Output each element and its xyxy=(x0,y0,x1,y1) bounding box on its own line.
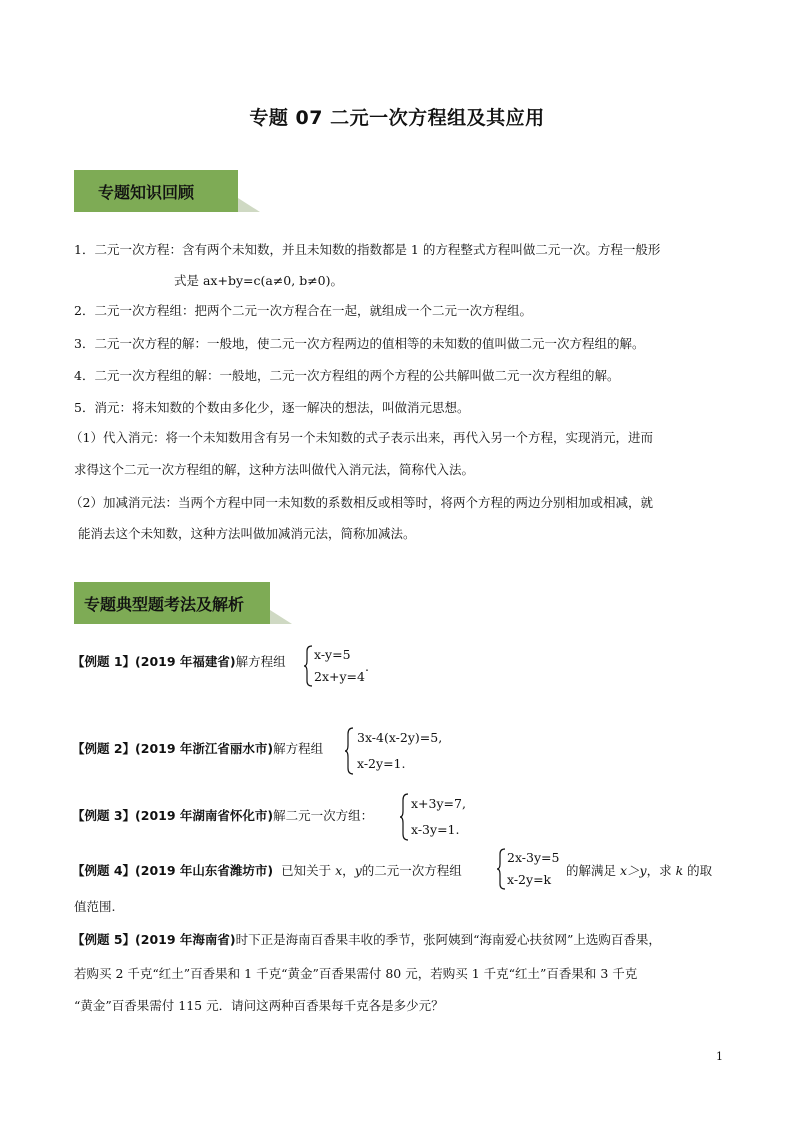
example-4-post2: ，求 xyxy=(646,863,676,878)
review-sub-1-cont: 求得这个二元一次方程组的解，这种方法叫做代入消元法，简称代入法。 xyxy=(74,462,475,477)
example-5 xyxy=(72,932,661,948)
example-4-var-k: k xyxy=(675,863,684,878)
example-4-condition xyxy=(566,863,712,879)
example-3-text: 解二元一次方组： xyxy=(273,808,374,823)
example-5-line2: 若购买 2 千克“红土”百香果和 1 千克“黄金”百香果需付 80 元，若购买 1 千克“红土”百香果和 3 千克 xyxy=(74,966,638,981)
example-4-line2: 值范围. xyxy=(74,899,116,914)
banner-fold-decoration xyxy=(238,198,260,212)
example-4-post: 的解满足 xyxy=(566,863,620,878)
review-item-3: 3．二元一次方程的解：一般地，使二元一次方程两边的值相等的未知数的值叫做二元一次方程组的解。 xyxy=(74,336,645,351)
review-item-2: 2．二元一次方程组：把两个二元一次方程合在一起，就组成一个二元一次方程组。 xyxy=(74,303,532,318)
section-banner-examples xyxy=(74,582,288,624)
example-4-cond: x＞y xyxy=(619,863,647,878)
review-item-5: 5．消元：将未知数的个数由多化少，逐一解决的想法，叫做消元思想。 xyxy=(74,400,470,415)
example-2-text: 解方程组 xyxy=(273,741,324,756)
review-sub-2: （2）加减消元法：当两个方程中同一未知数的系数相反或相等时，将两个方程的两边分别相加或相减，就 xyxy=(70,495,653,510)
section-banner-review xyxy=(74,170,260,212)
brace-icon xyxy=(496,848,506,890)
example-1-label: 【例题 1】(2019 年福建省) xyxy=(72,654,236,669)
example-4-eq1: 2x-3y=5 xyxy=(507,850,560,865)
example-3-eq1: x+3y=7, xyxy=(411,796,466,811)
banner-fold-decoration xyxy=(270,610,292,624)
brace-icon xyxy=(399,793,409,841)
example-2 xyxy=(72,741,323,757)
example-4-var-x: x xyxy=(335,863,343,878)
example-5-label: 【例题 5】(2019 年海南省) xyxy=(72,932,236,947)
example-5-line1: 时下正是海南百香果丰收的季节，张阿姨到“海南爱心扶贫网”上选购百香果， xyxy=(235,932,661,947)
example-4-comma: ， xyxy=(342,863,355,878)
section-banner-examples-label: 专题典型题考法及解析 xyxy=(74,582,270,624)
review-sub-1: （1）代入消元：将一个未知数用含有另一个未知数的式子表示出来，再代入另一个方程，实现消元，进而 xyxy=(70,430,653,445)
example-4 xyxy=(72,863,462,879)
brace-icon xyxy=(344,727,354,775)
example-2-eq1: 3x-4(x-2y)=5, xyxy=(357,730,443,745)
page-number: 1 xyxy=(716,1050,723,1063)
review-item-1: 1．二元一次方程：含有两个未知数，并且未知数的指数都是 1 的方程整式方程叫做二元一次。方程一般形 xyxy=(74,242,661,257)
example-4-var-y: y xyxy=(354,863,362,878)
example-2-label: 【例题 2】(2019 年浙江省丽水市) xyxy=(72,741,274,756)
example-5-line3: “黄金”百香果需付 115 元．请问这两种百香果每千克各是多少元？ xyxy=(74,998,444,1013)
example-4-label: 【例题 4】(2019 年山东省潍坊市) xyxy=(72,863,274,878)
brace-icon xyxy=(303,645,313,687)
example-1-tail: . xyxy=(365,659,369,674)
example-1-eq2: 2x+y=4 xyxy=(314,669,365,684)
example-3-label: 【例题 3】(2019 年湖南省怀化市) xyxy=(72,808,274,823)
page-title: 专题 07 二元一次方程组及其应用 xyxy=(249,107,545,129)
section-banner-review-label: 专题知识回顾 xyxy=(74,170,238,212)
example-2-eq2: x-2y=1. xyxy=(357,756,406,771)
example-1 xyxy=(72,654,286,670)
example-1-text: 解方程组 xyxy=(235,654,286,669)
example-4-pre: 已知关于 xyxy=(281,863,336,878)
example-4-mid: 的二元一次方程组 xyxy=(361,863,462,878)
example-3 xyxy=(72,808,373,824)
review-sub-2-cont: 能消去这个未知数，这种方法叫做加减消元法，简称加减法。 xyxy=(78,526,416,541)
example-4-post3: 的取 xyxy=(683,863,713,878)
review-item-4: 4．二元一次方程组的解：一般地，二元一次方程组的两个方程的公共解叫做二元一次方程组的解。 xyxy=(74,368,620,383)
example-4-eq2: x-2y=k xyxy=(507,872,552,887)
example-3-eq2: x-3y=1. xyxy=(411,822,460,837)
example-1-eq1: x-y=5 xyxy=(314,647,351,662)
review-item-1-formula: 式是 ax+by=c(a≠0, b≠0)。 xyxy=(174,273,343,288)
